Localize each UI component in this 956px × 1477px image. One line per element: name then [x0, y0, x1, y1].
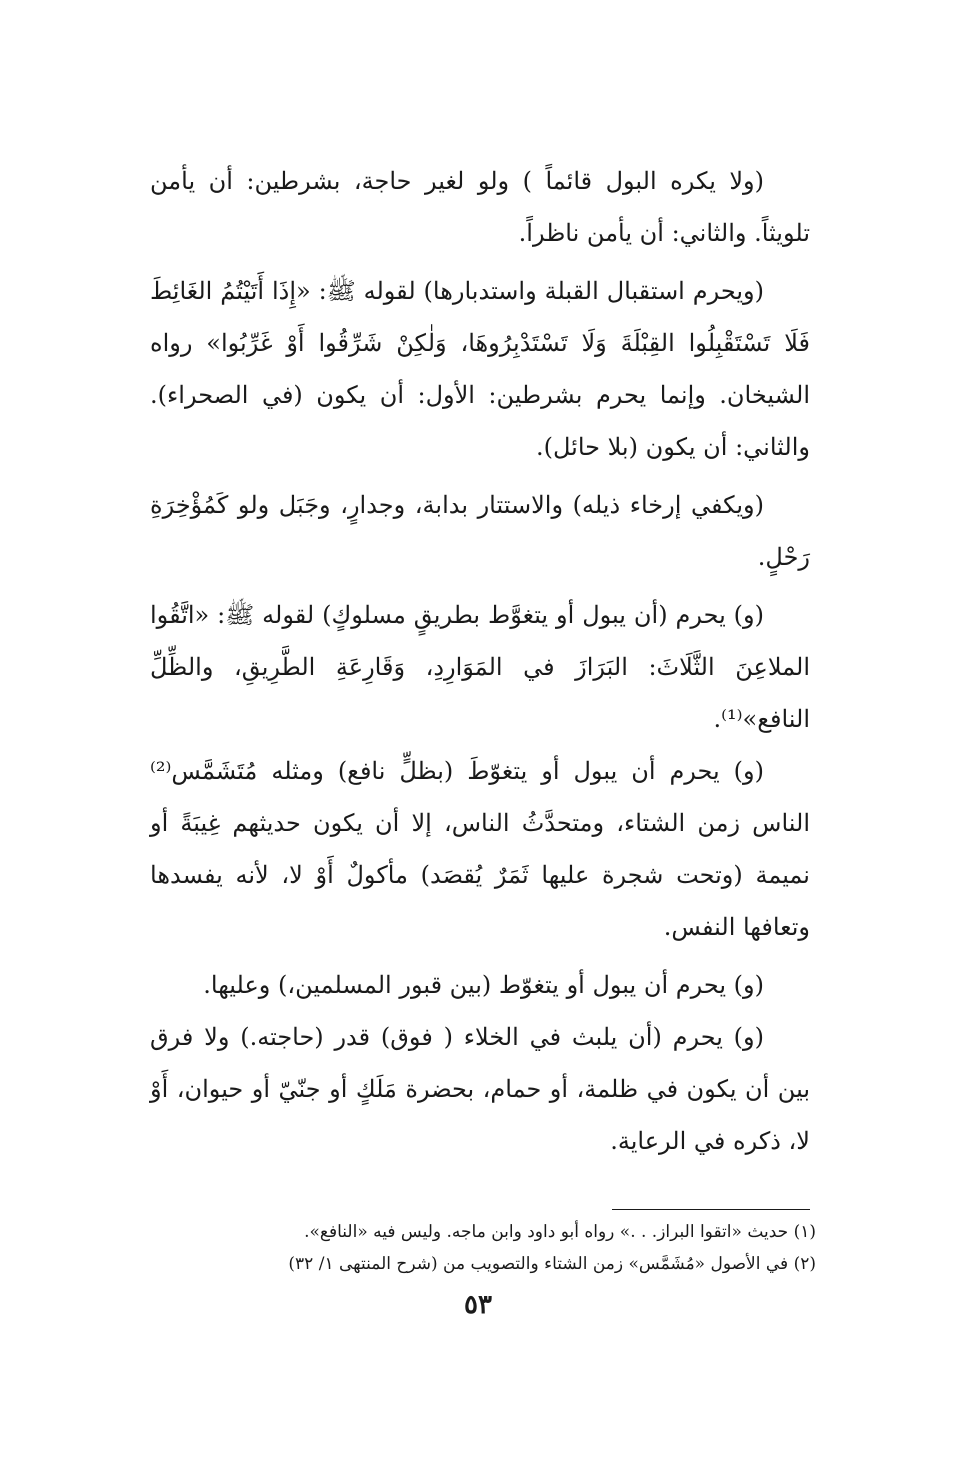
paragraph-covering: (ويكفي إرخاء ذيله) والاستتار بدابة، وجدارٍ، وجَبَل ولو كَمُؤْخِرَةِ رَحْلٍ.: [150, 491, 810, 571]
footnote-1: (١) حديث «اتقوا البراز. . .» رواه أبو داود وابن ماجه. وليس فيه «النافع».: [304, 1222, 816, 1242]
main-text: [150, 155, 810, 1167]
footnote-2: (٢) في الأصول «مُشَمَّس» زمن الشتاء والتصويب من (شرح المنتهى ١/ ٣٢): [288, 1254, 816, 1274]
page-number: ٥٣: [464, 1290, 492, 1320]
paragraph-graves: (و) يحرم أن يبول أو يتغوّط (بين قبور المسلمين،) وعليها.: [203, 971, 764, 999]
paragraph-lingering: (و) يحرم (أن يلبث في الخلاء ( فوق) قدر (حاجته.) ولا فرق بين أن يكون في ظلمة، أو حمام، بحضرة مَلَكٍ أو جنّيّ أو حيوان، أَوْ لا، ذكره في الرعاية.: [150, 1023, 810, 1155]
footnotes: [150, 1216, 816, 1280]
paragraph-road: (و) يحرم (أن يبول أو يتغوَّط بطريقٍ مسلوكٍ) لقوله ﷺ: «اتَّقُوا الملاعِنَ الثَّلَاثَ: البَرَازَ في المَوَارِدِ، وَقَارِعَةِ الطَّرِيقِ، والظِّلِّ النافع»⁽¹⁾.: [150, 601, 810, 733]
paragraph-shade: (و) يحرم أن يبول أو يتغوّطَ (بظلٍّ نافع) ومثله مُتَشَمَّس⁽²⁾ الناس زمن الشتاء، ومتحدَّثُ الناس، إلا أن يكون حديثهم غِيبَةً أو نميمة (وتحت شجرة عليها ثَمَرٌ يُقصَد) مأكولٌ أَوْ لا، لأنه يفسدها وتعافها النفس.: [150, 757, 810, 941]
footnote-separator: [612, 1209, 810, 1210]
paragraph-standing-urination: (ولا يكره البول قائماً ) ولو لغير حاجة، بشرطين: أن يأمن تلويثاً. والثاني: أن يأمن ناظراً.: [150, 167, 810, 247]
paragraph-qibla: (ويحرم استقبال القبلة واستدبارها) لقوله ﷺ: «إِذَا أَتَيْتُمُ الغَائِطَ فَلَا تَسْتَقْبِلُوا القِبْلَةَ وَلَا تَسْتَدْبِرُوهَا، وَلٰكِنْ شَرِّقُوا أَوْ غَرِّبُوا» رواه الشيخان. وإنما يحرم بشرطين: الأول: أن يكون (في الصحراء). والثاني: أن يكون (بلا حائل).: [150, 277, 810, 461]
